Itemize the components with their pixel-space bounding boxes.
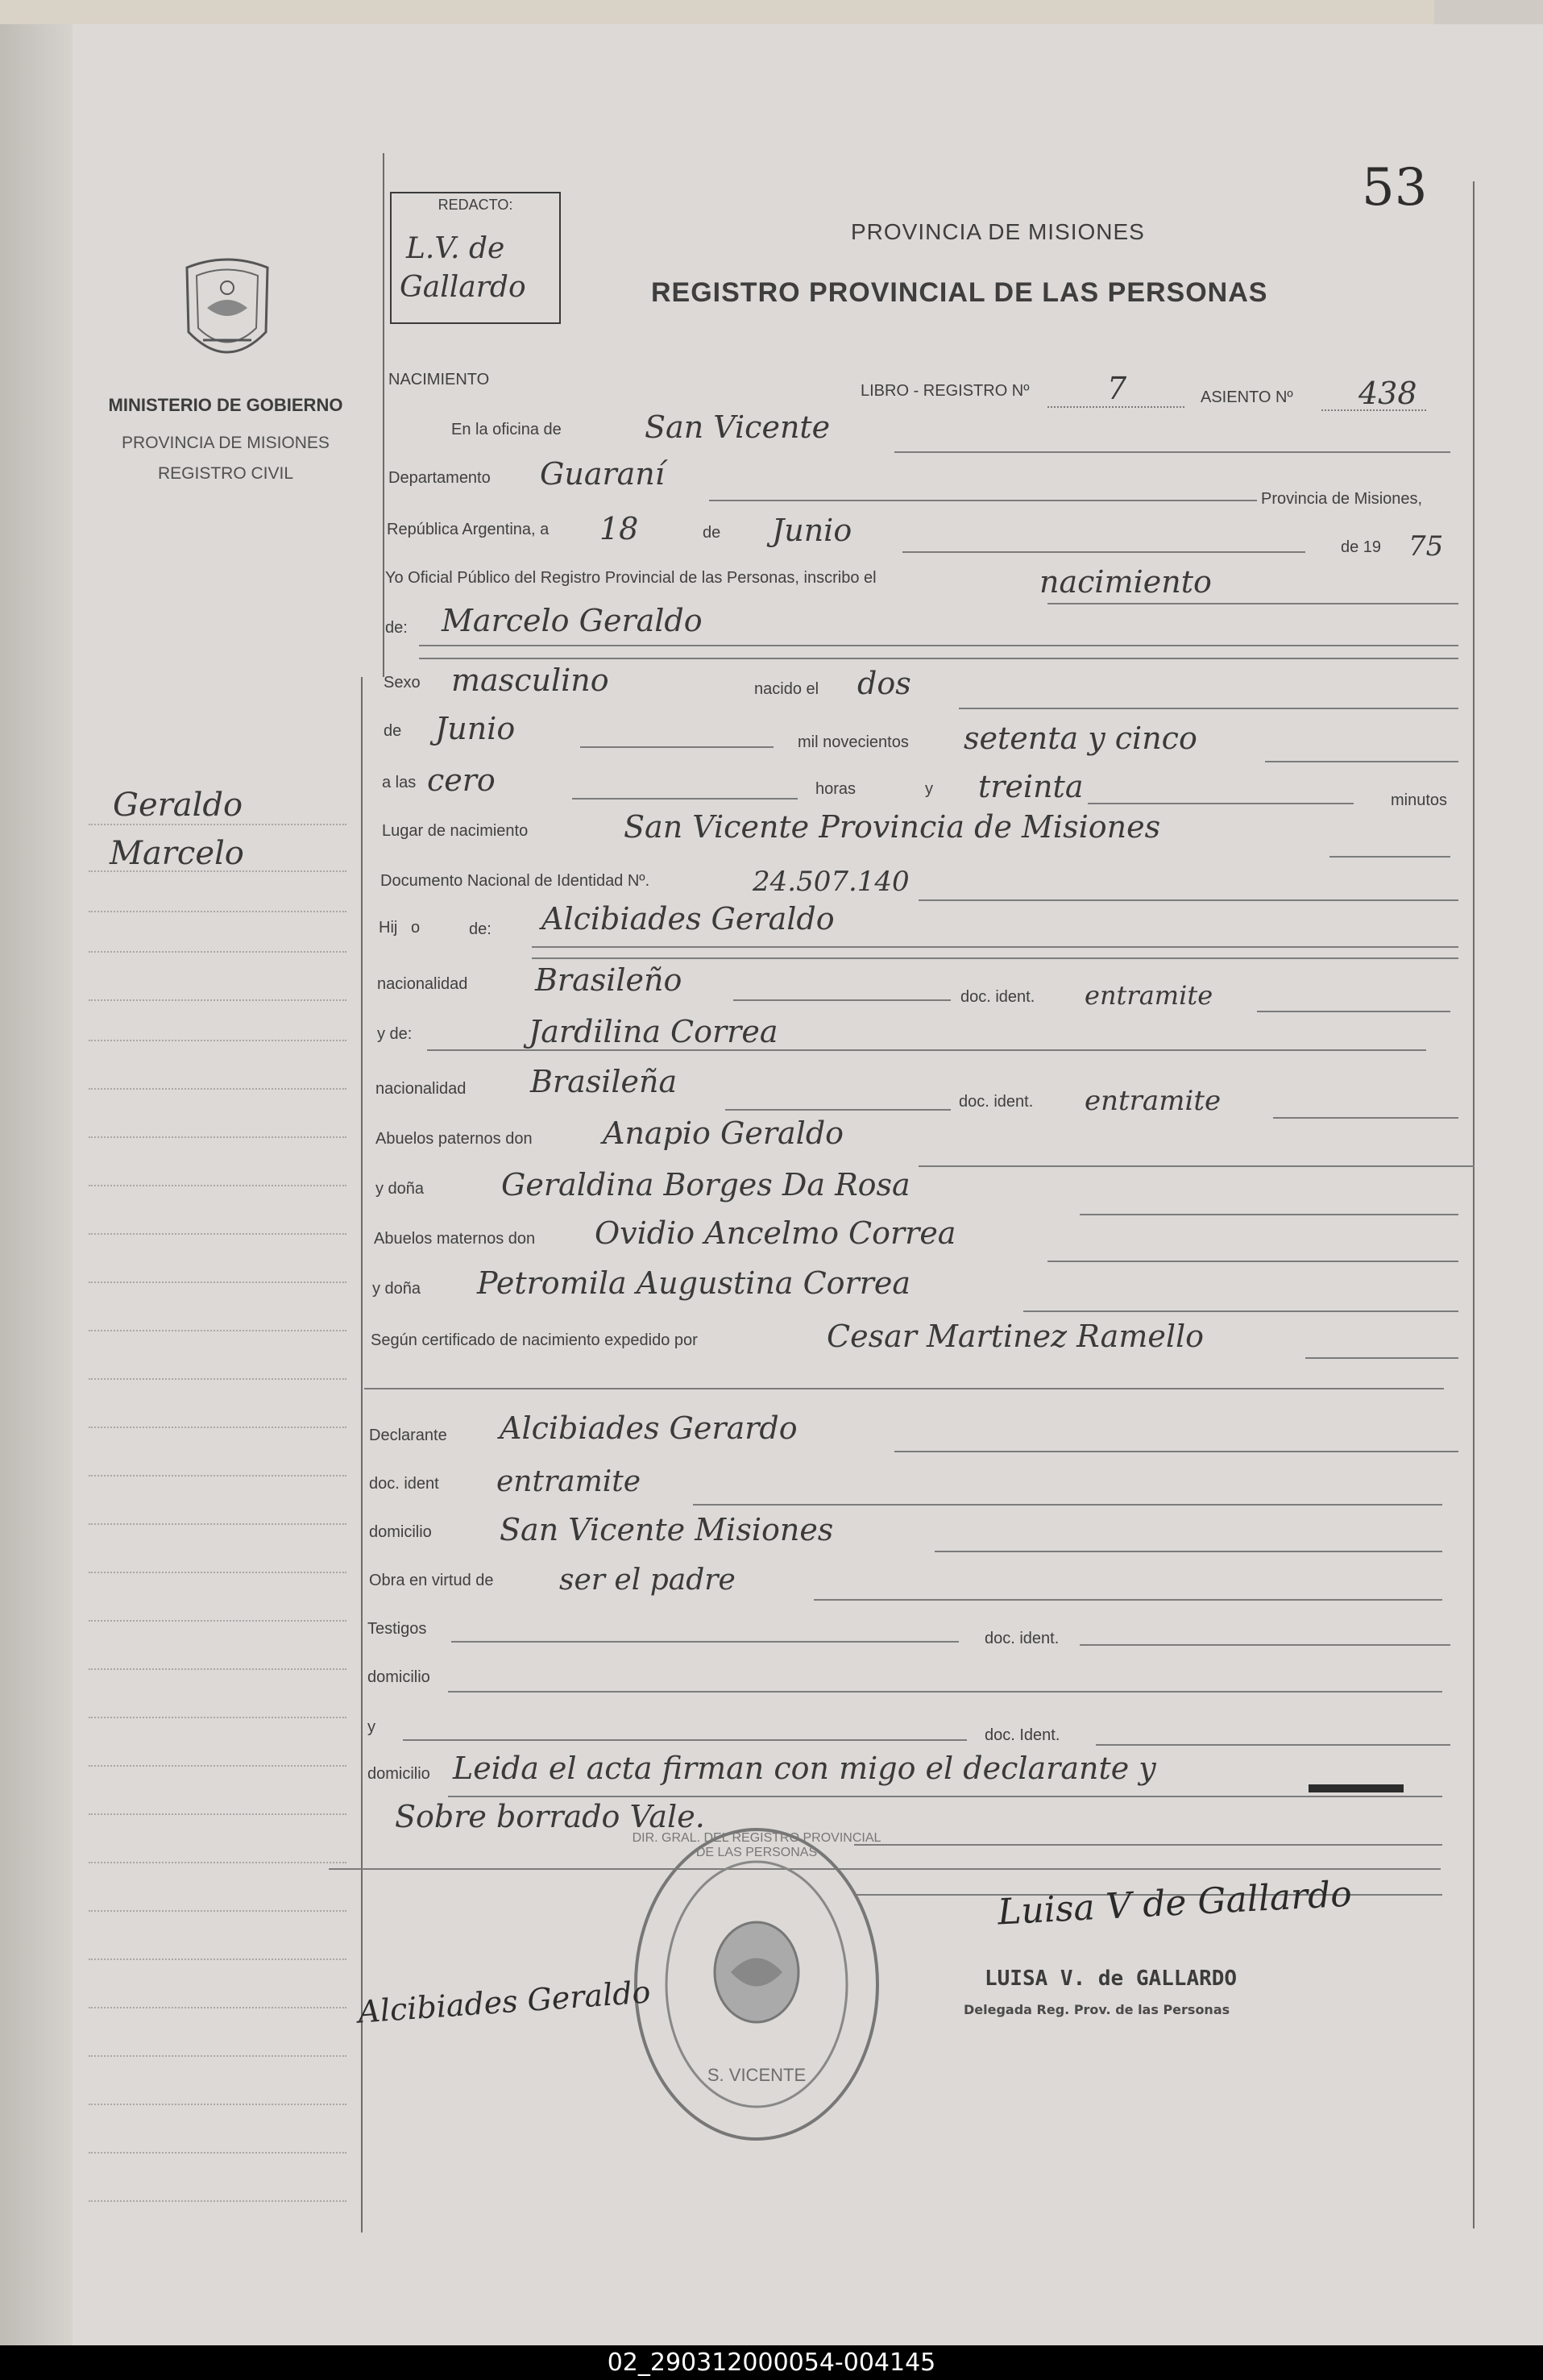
signature-right: Luisa V de Gallardo (996, 1873, 1353, 1933)
nombre-value: Marcelo Geraldo (442, 603, 703, 638)
doc2-label: doc. ident. (959, 1093, 1034, 1111)
domicilio-label: domicilio (369, 1523, 432, 1541)
dona2-label: y doña (372, 1280, 421, 1298)
ministry-line2: PROVINCIA DE MISIONES (122, 434, 330, 452)
margin-rule (89, 1813, 346, 1815)
anio-label: de 19 (1341, 538, 1382, 556)
nac-mes-value: Junio (435, 711, 516, 746)
redacto-line1: L.V. de (406, 232, 505, 265)
y-label: y (925, 780, 933, 798)
rule (1080, 1214, 1458, 1215)
rule (419, 645, 1458, 646)
margin-rule (89, 2055, 346, 2057)
rule (1047, 406, 1184, 408)
hijo-label: Hij (379, 919, 398, 937)
margin-rule (89, 2200, 346, 2202)
dia-value: 18 (599, 511, 639, 546)
rule (448, 1691, 1442, 1693)
doc1-label: doc. ident. (960, 988, 1035, 1006)
documento-value: 24.507.140 (753, 866, 910, 898)
certificado-label: Según certificado de nacimiento expedido por (371, 1331, 698, 1349)
testigos-label: Testigos (367, 1620, 427, 1638)
strike-mark (1309, 1784, 1404, 1792)
registry-seal-icon (630, 1823, 883, 2145)
departamento-label: Departamento (388, 469, 491, 487)
t-dom2-label: domicilio (367, 1765, 430, 1783)
mes-value: Junio (772, 513, 852, 548)
margin-rule (89, 1330, 346, 1331)
rule (902, 551, 1305, 553)
hijo-suffix: o (411, 919, 421, 937)
form-left-border-top (383, 153, 384, 677)
declarante-label: Declarante (369, 1427, 447, 1444)
rule (1080, 1644, 1450, 1646)
rule (329, 1868, 1441, 1870)
nac1-label: nacionalidad (377, 975, 468, 993)
horas-value: cero (427, 762, 496, 798)
nac2-value: Brasileña (530, 1064, 678, 1099)
margin-rule (89, 1765, 346, 1767)
doc1-value: entramite (1085, 980, 1213, 1011)
dona1-label: y doña (375, 1180, 425, 1198)
seal-center-text: S. VICENTE (707, 2065, 807, 2085)
margin-rule (89, 1427, 346, 1428)
footer-caption: 02_290312000054-004145 (0, 2345, 1543, 2380)
rule (709, 500, 1257, 501)
lugar-value: San Vicente Provincia de Misiones (624, 809, 1161, 845)
margin-rule (89, 1088, 346, 1090)
rule (1305, 1357, 1458, 1359)
form-right-border (1473, 181, 1475, 2228)
margin-rule (89, 1185, 346, 1186)
obra-value: ser el padre (559, 1564, 736, 1597)
margin-rule (89, 1523, 346, 1525)
signature-left: Alcibiades Geraldo (356, 1974, 652, 2030)
obra-label: Obra en virtud de (369, 1572, 494, 1589)
asiento-label: ASIENTO Nº (1201, 388, 1293, 406)
act-type: NACIMIENTO (388, 371, 490, 388)
documento-label: Documento Nacional de Identidad Nº. (380, 872, 650, 890)
margin-rule (89, 1281, 346, 1283)
rule (959, 708, 1458, 709)
redacto-box (390, 192, 561, 324)
rule (448, 1796, 1442, 1797)
rule (1096, 1744, 1450, 1746)
rule (427, 1049, 1426, 1051)
domicilio-value: San Vicente Misiones (500, 1512, 834, 1547)
registry-seal (630, 1823, 883, 2145)
a-las-label: a las (382, 774, 417, 791)
rule (403, 1739, 967, 1741)
oficial-text: Yo Oficial Público del Registro Provincial de las Personas, inscribo el (385, 569, 877, 587)
margin-rule (89, 870, 346, 872)
dona1-value: Geraldina Borges Da Rosa (501, 1167, 910, 1202)
rule (1321, 409, 1426, 411)
margin-rule (89, 1572, 346, 1573)
republica-label: República Argentina, a (387, 521, 550, 538)
margin-rule (89, 951, 346, 953)
header-registry: REGISTRO PROVINCIAL DE LAS PERSONAS (651, 277, 1268, 308)
margin-rule (89, 999, 346, 1001)
nota-line1: Leida el acta firman con migo el declarante y (453, 1751, 1156, 1786)
nacido-label: nacido el (754, 680, 819, 698)
nac1-value: Brasileño (535, 962, 682, 998)
page-number: 53 (1362, 158, 1428, 218)
redacto-line2: Gallardo (400, 271, 526, 304)
rule (935, 1551, 1442, 1552)
rule (580, 746, 774, 748)
margin-rule (89, 1958, 346, 1960)
margin-rule (89, 2007, 346, 2008)
anio-value: 75 (1408, 530, 1444, 563)
margin-rule (89, 2152, 346, 2154)
oficina-label: En la oficina de (451, 421, 562, 438)
y-de-label: y de: (377, 1025, 413, 1043)
horas-label: horas (815, 780, 857, 798)
rule (814, 1599, 1442, 1601)
rule (532, 946, 1458, 948)
nota-line2: Sobre borrado Vale. (395, 1799, 705, 1834)
ab-pat-label: Abuelos paternos don (375, 1130, 533, 1148)
provincia-suffix: Provincia de Misiones, (1261, 490, 1423, 508)
rule (419, 658, 1458, 659)
rule (1329, 856, 1450, 858)
margin-rule (89, 1620, 346, 1622)
rule (1023, 1310, 1458, 1312)
book-spine (0, 24, 73, 2345)
dona2-value: Petromila Augustina Correa (477, 1265, 911, 1301)
de-label: de (703, 524, 721, 542)
margin-note-line2: Marcelo (110, 835, 244, 872)
margin-rule (89, 1862, 346, 1863)
mil-label: mil novecientos (798, 733, 909, 751)
rule (1257, 1011, 1450, 1012)
margin-rule (89, 911, 346, 912)
rule (733, 999, 951, 1001)
asiento-value: 438 (1358, 376, 1417, 411)
ministry-line1: MINISTERIO DE GOBIERNO (108, 395, 343, 415)
margin-rule (89, 1910, 346, 1912)
hijo-de-label: de: (469, 920, 492, 938)
margin-rule (89, 1717, 346, 1718)
ab-mat-value: Ovidio Ancelmo Correa (595, 1215, 956, 1251)
doc-ident-label: doc. ident (369, 1475, 439, 1493)
certificado-value: Cesar Martinez Ramello (827, 1319, 1205, 1354)
official-title: Delegada Reg. Prov. de las Personas (964, 2002, 1230, 2017)
inscribo-value: nacimiento (1039, 564, 1212, 600)
margin-rule (89, 1136, 346, 1138)
margin-rule (89, 1668, 346, 1670)
rule (1047, 603, 1458, 604)
rule (919, 899, 1458, 901)
libro-value: 7 (1107, 371, 1127, 406)
de-mes-label: de (384, 722, 402, 740)
minutos-value: treinta (978, 769, 1084, 804)
margin-note-line1: Geraldo (113, 787, 243, 824)
t-dom-label: domicilio (367, 1668, 430, 1686)
margin-rule (89, 2104, 346, 2105)
t-doc2-label: doc. Ident. (985, 1726, 1060, 1744)
doc-ident-value: entramite (496, 1465, 641, 1498)
doc2-value: entramite (1085, 1085, 1222, 1117)
ministry-line3: REGISTRO CIVIL (157, 464, 294, 483)
sexo-value: masculino (451, 662, 609, 698)
rule (532, 957, 1458, 959)
padre-value: Alcibiades Geraldo (541, 901, 835, 937)
margin-rule (89, 1233, 346, 1235)
rule (1088, 803, 1354, 804)
lugar-label: Lugar de nacimiento (382, 822, 529, 840)
margin-rule (89, 1475, 346, 1477)
rule (894, 1451, 1458, 1452)
redacto-label: REDACTO: (438, 197, 513, 213)
official-name: LUISA V. de GALLARDO (985, 1967, 1238, 1991)
rule (1265, 761, 1458, 762)
de-name-label: de: (385, 619, 408, 637)
margin-rule (89, 824, 346, 825)
seal-ring-text: DIR. GRAL. DEL REGISTRO PROVINCIAL DE LAS PERSONAS (632, 1831, 881, 1859)
rule (1047, 1261, 1458, 1262)
t-doc-label: doc. ident. (985, 1630, 1060, 1647)
ab-pat-value: Anapio Geraldo (603, 1115, 844, 1151)
oficina-value: San Vicente (645, 409, 831, 445)
previous-page-edge (0, 0, 1434, 27)
margin-rule (89, 1040, 346, 1041)
rule (725, 1109, 951, 1111)
rule (854, 1844, 1442, 1846)
rule (364, 1388, 1444, 1389)
madre-value: Jardilina Correa (529, 1014, 778, 1049)
libro-label: LIBRO - REGISTRO Nº (861, 382, 1030, 400)
rule (693, 1504, 1442, 1506)
rule (572, 798, 798, 800)
rule (894, 451, 1450, 453)
declarante-value: Alcibiades Gerardo (500, 1410, 798, 1446)
rule (1273, 1117, 1458, 1119)
margin-rule (89, 1378, 346, 1380)
nac-anio-value: setenta y cinco (964, 721, 1197, 756)
ab-mat-label: Abuelos maternos don (374, 1230, 536, 1248)
departamento-value: Guaraní (540, 456, 665, 492)
nacido-value: dos (857, 666, 911, 701)
rule (451, 1641, 959, 1643)
rule (919, 1165, 1475, 1167)
t-y-label: y (367, 1718, 375, 1736)
coat-of-arms-icon (171, 251, 284, 372)
header-province: PROVINCIA DE MISIONES (851, 219, 1145, 244)
sexo-label: Sexo (384, 674, 421, 692)
minutos-label: minutos (1391, 791, 1448, 809)
nac2-label: nacionalidad (375, 1080, 467, 1098)
